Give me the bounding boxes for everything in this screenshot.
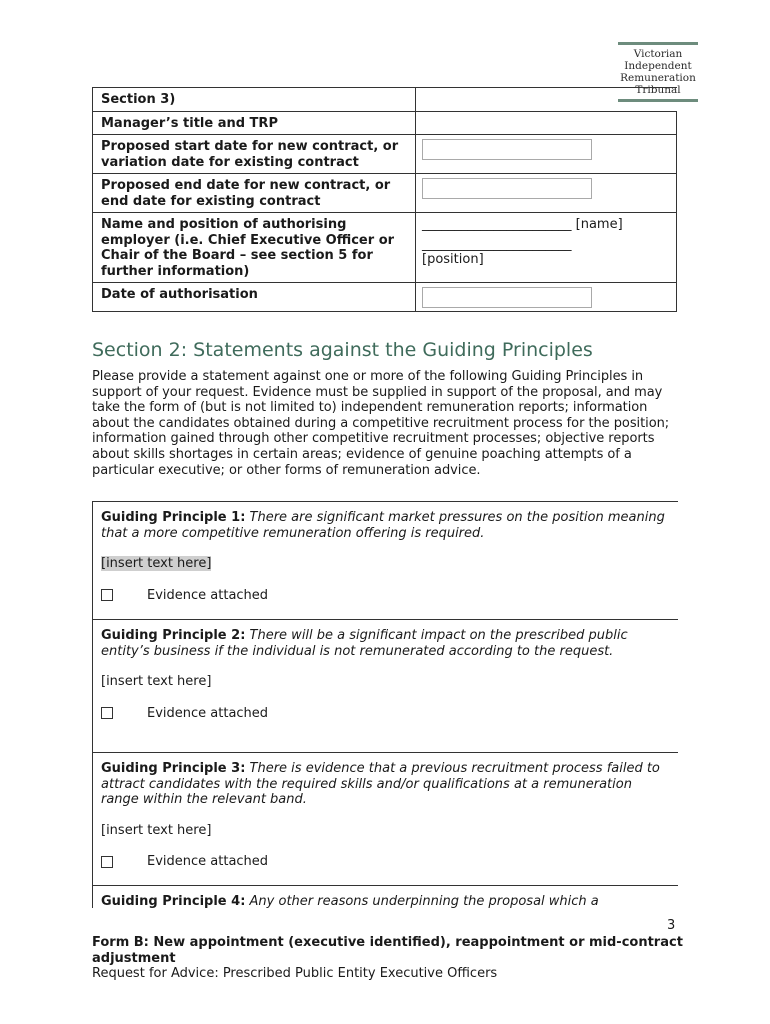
logo-line-2: Independent [624,60,692,72]
principle-heading [101,510,670,541]
table-row [93,174,677,213]
guiding-principle-1 [93,502,678,620]
start-date-field[interactable] [422,139,592,160]
name-line[interactable]: _______________________ [name] [422,217,623,232]
principle-heading [101,894,670,908]
page-number: 3 [667,918,676,933]
guiding-principle-4 [93,886,678,908]
row-value [416,213,677,283]
principle-heading [101,628,670,659]
principle-label: Guiding Principle 2: [101,628,246,643]
principle-text: There will be a significant impact on the prescribed public entity’s business if the individual is not remunerated according to the request. [101,628,628,659]
table-row [93,88,677,112]
evidence-checkbox-row[interactable] [101,706,670,722]
row-label: Date of authorisation [93,283,416,312]
principle-label: Guiding Principle 1: [101,510,246,525]
table-row [93,135,677,174]
logo-line-4: Tribunal [635,84,681,96]
insert-text-placeholder[interactable]: [insert text here] [101,822,212,838]
section-2-intro: Please provide a statement against one or more of the following Guiding Principles in support of your request. Evidence must be supplied in support of the proposal, and may take the form of (but is not limited to) independent remuneration reports; information about the candidates obtained during a competitive recruitment process for the position; information gained through other competitive recruitment processes; objective reports about skills shortages in certain areas; evidence of genuine poaching attempts of a particular executive; or other forms of remuneration advice. [92,369,670,478]
guiding-principle-2 [93,620,678,753]
principle-label: Guiding Principle 3: [101,761,246,776]
table-row [93,283,677,312]
footer-title: Form B: New appointment (executive identified), reappointment or mid-contract adjustment [92,935,683,966]
position-label: [position] [422,252,484,267]
row-value [416,283,677,312]
row-value [416,174,677,213]
row-value [416,111,677,135]
principle-heading [101,761,670,808]
checkbox-icon[interactable] [101,589,113,601]
position-line[interactable]: _______________________ [422,236,572,252]
table-row [93,111,677,135]
logo-line-1: Victorian [633,48,683,60]
row-label: Section 3) [93,88,416,112]
details-table [92,87,677,312]
logo-line-3: Remuneration [620,72,696,84]
row-label: Proposed end date for new contract, or end date for existing contract [93,174,416,213]
evidence-label: Evidence attached [147,587,269,603]
principle-label: Guiding Principle 4: [101,894,246,908]
authorisation-date-field[interactable] [422,287,592,308]
end-date-field[interactable] [422,178,592,199]
principle-input[interactable] [101,823,670,839]
checkbox-icon[interactable] [101,707,113,719]
row-label: Proposed start date for new contract, or variation date for existing contract [93,135,416,174]
principle-text: Any other reasons underpinning the proposal which a [249,894,599,908]
logo-bar-top [618,42,698,45]
row-label: Manager’s title and TRP [93,111,416,135]
principle-input[interactable] [101,556,670,572]
row-value [416,88,677,112]
row-value [416,135,677,174]
table-row [93,213,677,283]
principle-text: There are significant market pressures on the position meaning that a more competitive remuneration offering is required. [101,510,665,541]
footer-subtitle: Request for Advice: Prescribed Public Entity Executive Officers [92,966,498,981]
evidence-label: Evidence attached [147,854,269,869]
evidence-checkbox-row[interactable] [101,854,670,870]
insert-text-placeholder[interactable]: [insert text here] [101,556,212,571]
evidence-label: Evidence attached [147,705,269,721]
guiding-principles-table [92,501,678,908]
principle-text: There is evidence that a previous recruitment process failed to attract candidates with the required skills and/or qualifications at a remuneration range within the relevant band. [101,761,660,807]
section-2-heading: Section 2: Statements against the Guiding Principles [92,339,593,361]
guiding-principle-3 [93,753,678,886]
checkbox-icon[interactable] [101,856,113,868]
evidence-checkbox-row[interactable] [101,588,670,604]
insert-text-placeholder[interactable]: [insert text here] [101,674,212,689]
principle-input[interactable] [101,674,670,690]
row-label: Name and position of authorising employer (i.e. Chief Executive Officer or Chair of the Board – see section 5 for further information) [93,213,416,283]
